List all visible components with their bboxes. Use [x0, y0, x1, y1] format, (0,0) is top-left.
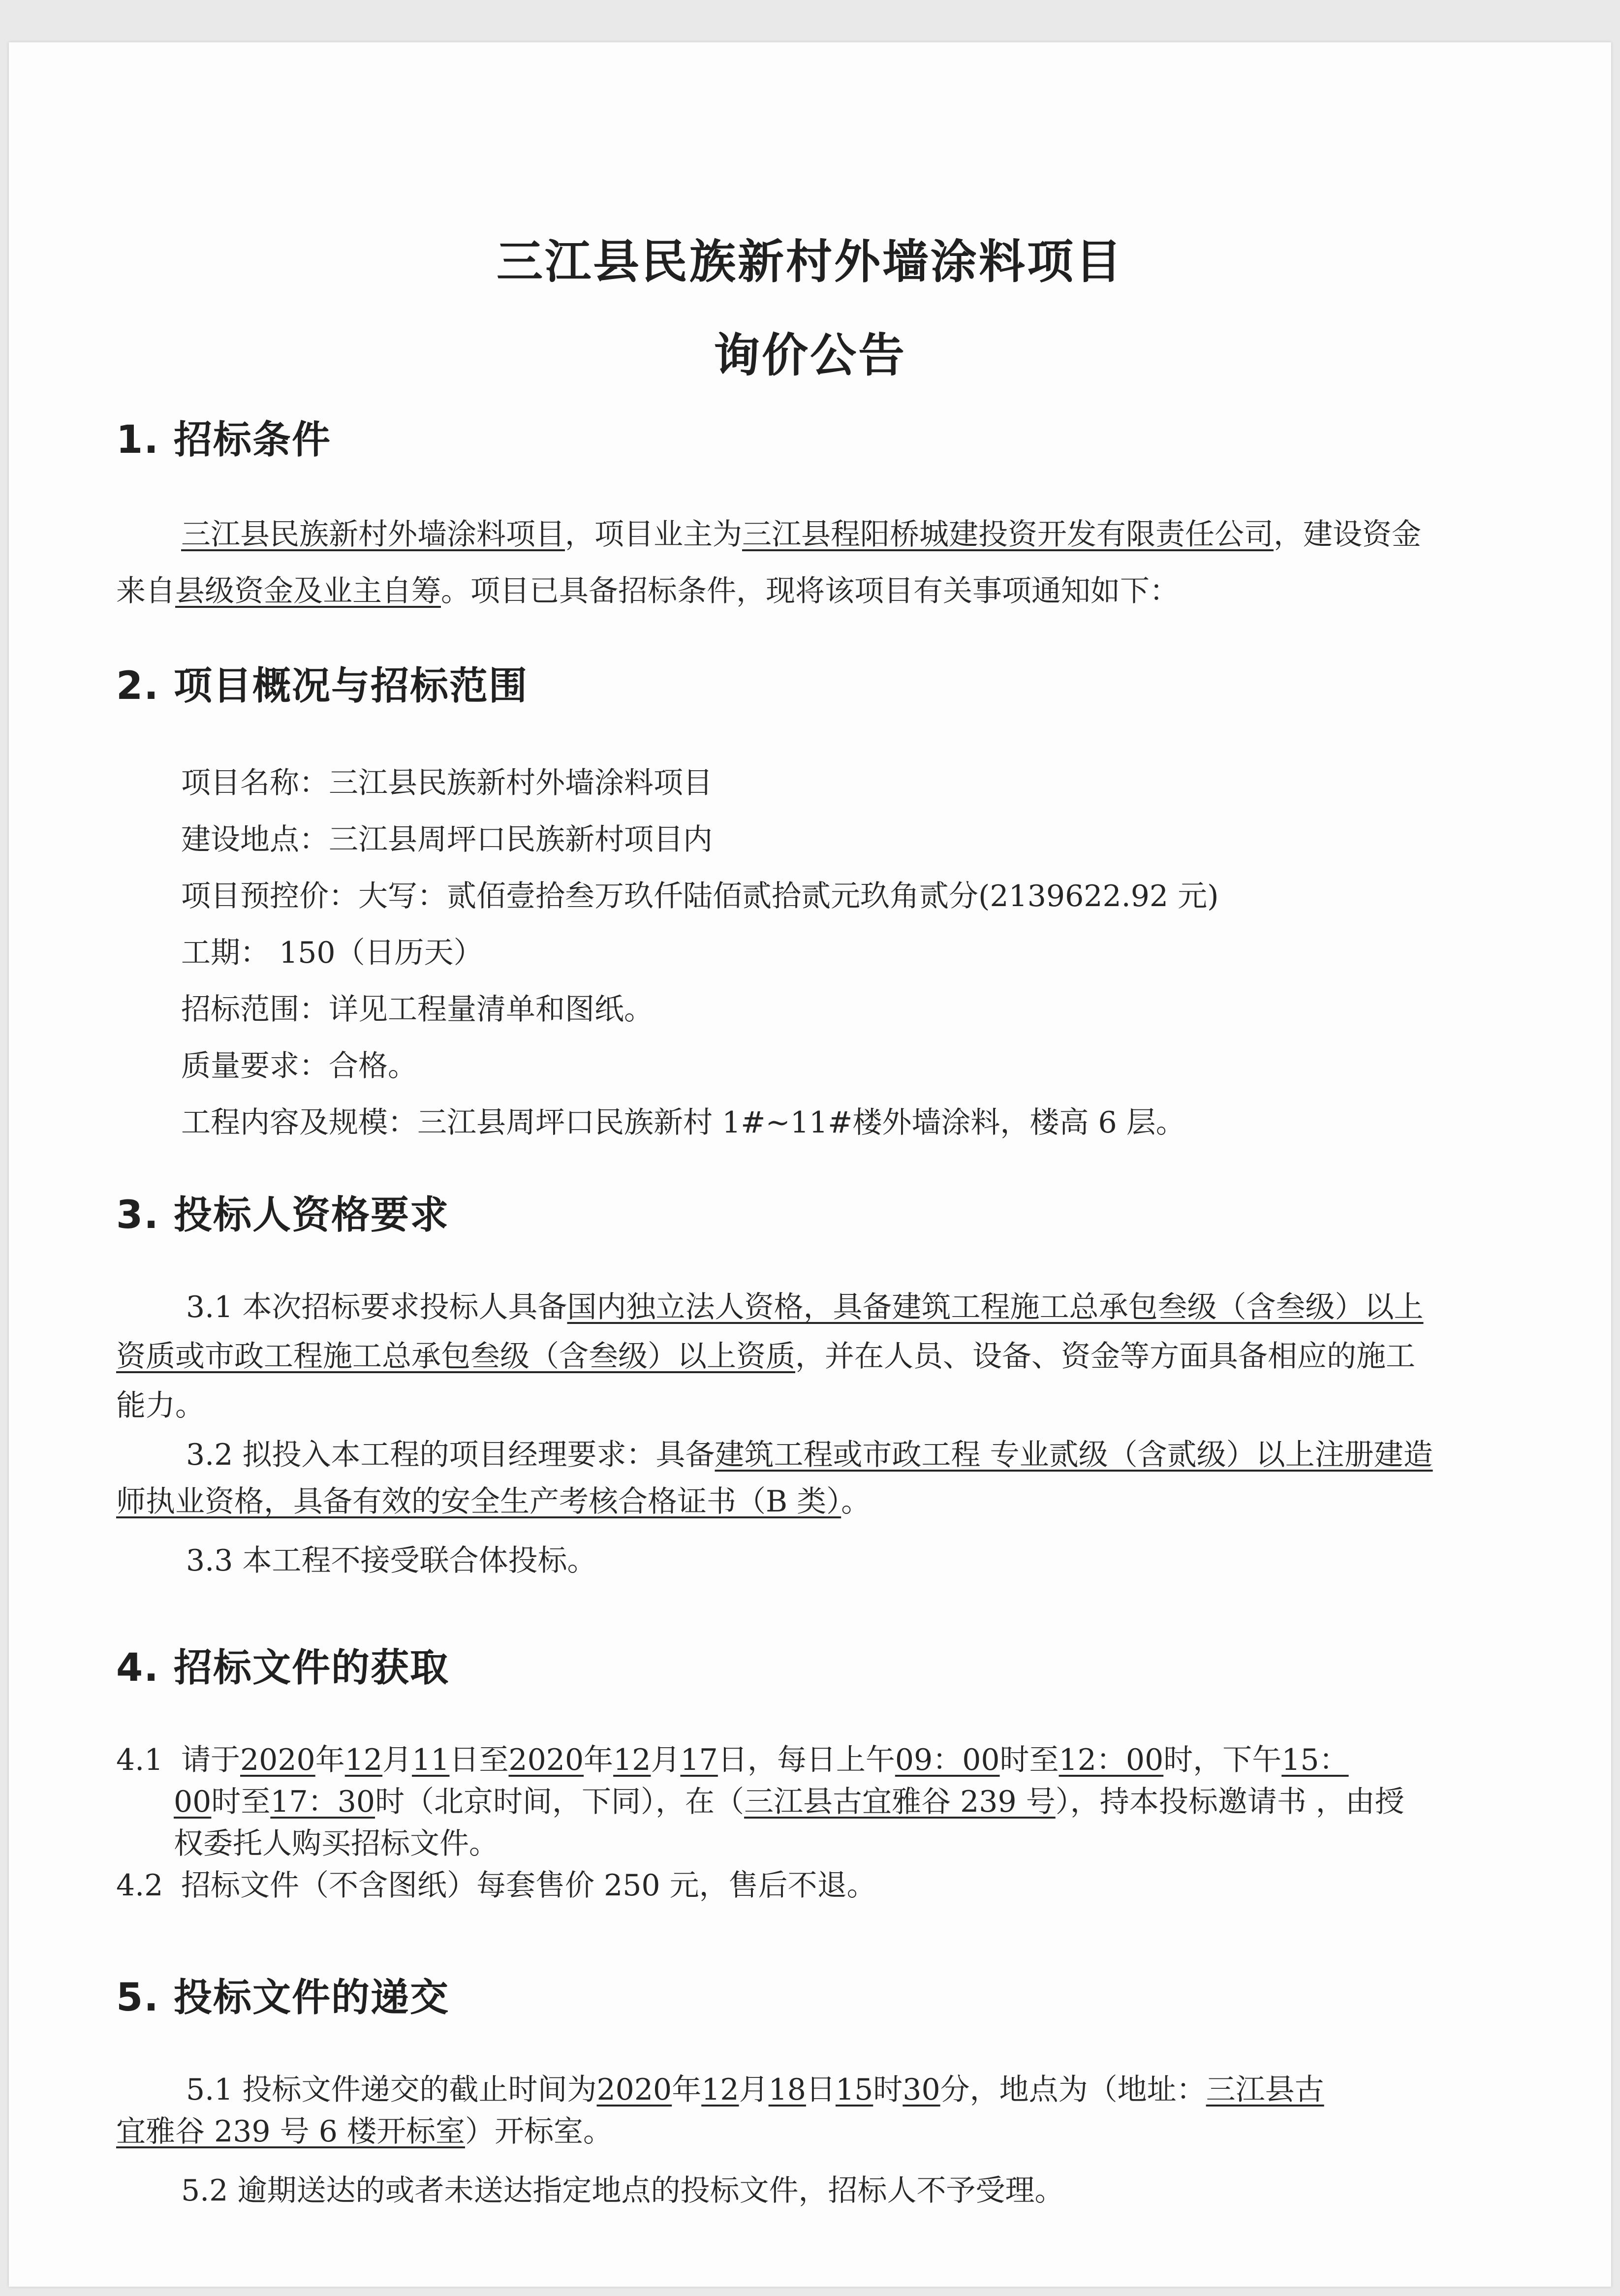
submission-5-1-line2: 宜雅谷 239 号 6 楼开标室）开标室。 [116, 2114, 613, 2149]
obtain-4-2: 招标文件（不含图纸）每套售价 250 元，售后不退。 [181, 1868, 876, 1903]
owner-underlined: 三江县程阳桥城建投资开发有限责任公司 [742, 517, 1274, 552]
submission-5-1-line1: 5.1 投标文件递交的截止时间为2020年12月18日15时30分，地点为（地址：三江县古 [186, 2073, 1324, 2107]
overview-scope: 招标范围：详见工程量清单和图纸。 [181, 992, 654, 1027]
obtain-4-1-line2: 00时至17：30时（北京时间，下同），在（三江县古宜雅谷 239 号），持本投标邀请书 ，由授 [174, 1785, 1404, 1819]
section-1-heading: 1. 招标条件 [116, 418, 332, 462]
overview-location: 建设地点：三江县周坪口民族新村项目内 [181, 822, 713, 857]
section-1-paragraph-line1: 三江县民族新村外墙涂料项目，项目业主为三江县程阳桥城建投资开发有限责任公司，建设资金 [181, 517, 1421, 552]
funds-underlined: 县级资金及业主自筹 [175, 574, 441, 608]
obtain-4-2-number: 4.2 [116, 1868, 163, 1903]
qualification-3-1-line2: 资质或市政工程施工总承包叁级（含叁级）以上资质，并在人员、设备、资金等方面具备相应的施工 [116, 1339, 1415, 1374]
qualification-3-2-line1: 3.2 拟投入本工程的项目经理要求：具备建筑工程或市政工程 专业贰级（含贰级）以上注册建造 [186, 1438, 1433, 1472]
qualification-3-3: 3.3 本工程不接受联合体投标。 [186, 1543, 597, 1578]
section-3-heading: 3. 投标人资格要求 [116, 1193, 450, 1237]
qualification-3-2-line2: 师执业资格，具备有效的安全生产考核合格证书（B 类）。 [116, 1484, 871, 1519]
submission-5-2: 5.2 逾期送达的或者未送达指定地点的投标文件，招标人不予受理。 [181, 2173, 1064, 2208]
obtain-4-1-line1: 请于2020年12月11日至2020年12月17日，每日上午09：00时至12：00时，下午15： [181, 1743, 1349, 1777]
section-1-paragraph-line2: 来自县级资金及业主自筹。项目已具备招标条件，现将该项目有关事项通知如下： [116, 574, 1179, 608]
overview-quality: 质量要求：合格。 [181, 1049, 417, 1083]
document-page [9, 42, 1611, 2287]
document-title: 三江县民族新村外墙涂料项目 [496, 235, 1123, 289]
section-4-heading: 4. 招标文件的获取 [116, 1646, 450, 1690]
overview-duration: 工期： 150（日历天） [181, 936, 483, 970]
obtain-4-1-number: 4.1 [116, 1743, 163, 1777]
qualification-3-1-line3: 能力。 [116, 1388, 205, 1423]
project-name-underlined: 三江县民族新村外墙涂料项目 [181, 517, 565, 552]
qualification-3-1-line1: 3.1 本次招标要求投标人具备国内独立法人资格，具备建筑工程施工总承包叁级（含叁级）以上 [186, 1290, 1424, 1324]
overview-budget: 项目预控价：大写：贰佰壹拾叁万玖仟陆佰贰拾贰元玖角贰分(2139622.92 元) [181, 879, 1219, 913]
overview-content: 工程内容及规模：三江县周坪口民族新村 1#~11#楼外墙涂料，楼高 6 层。 [181, 1105, 1185, 1140]
section-2-heading: 2. 项目概况与招标范围 [116, 664, 529, 708]
document-subtitle: 询价公告 [713, 329, 906, 382]
obtain-4-1-line3: 权委托人购买招标文件。 [174, 1826, 498, 1861]
section-5-heading: 5. 投标文件的递交 [116, 1976, 450, 2020]
document-body [9, 42, 1611, 2287]
overview-project-name: 项目名称：三江县民族新村外墙涂料项目 [181, 766, 713, 800]
